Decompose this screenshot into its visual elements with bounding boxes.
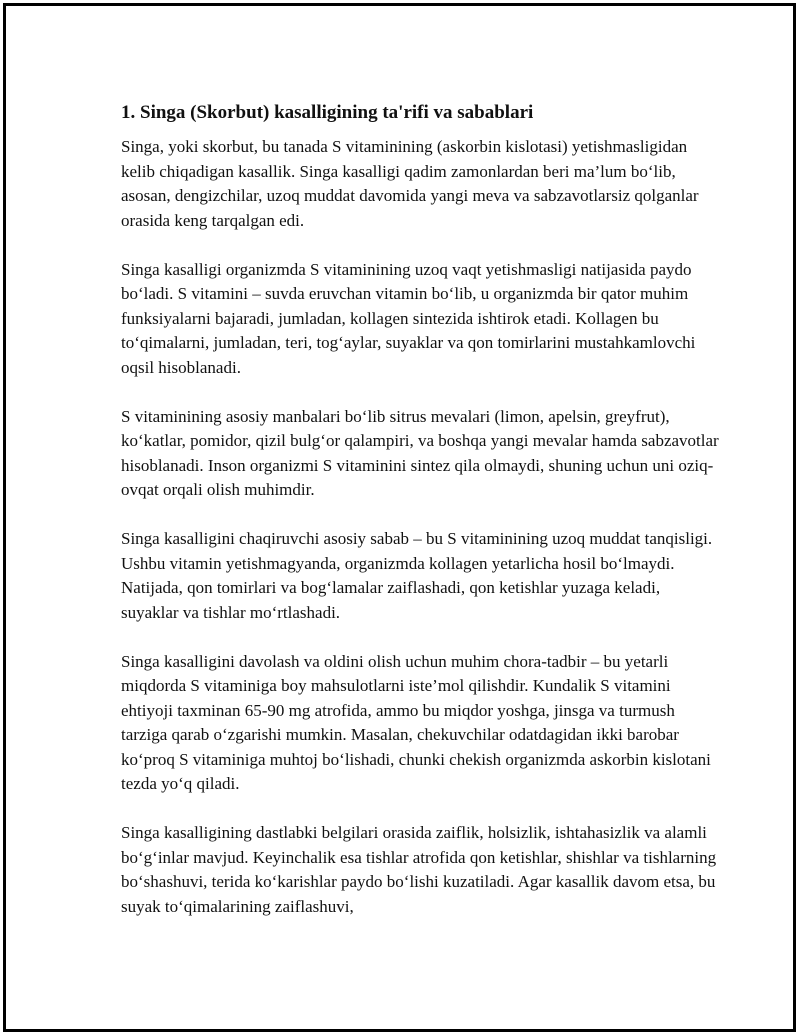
paragraph-6: Singa kasalligining dastlabki belgilari orasida zaiflik, holsizlik, ishtahasizlik va alamli bo‘g‘inlar mavjud. Keyinchalik esa tishlar atrofida qon ketishlar, shishlar va tishlarning bo‘shashuvi, terida ko‘karishlar paydo bo‘lishi kuzatiladi. Agar kasallik davom etsa, bu suyak to‘qimalarining zaiflashuvi, — [121, 823, 717, 916]
paragraph-5: Singa kasalligini davolash va oldini olish uchun muhim chora-tadbir – bu yetarli miqdorda S vitaminiga boy mahsulotlarni iste’mol qilishdir. Kundalik S vitamini ehtiyoji taxminan 65-90 mg atrofida, ammo bu miqdor yoshga, jinsga va turmush tarziga qarab o‘zgarishi mumkin. Masalan, chekuvchilar odatdagidan ikki barobar ko‘proq S vitaminiga muhtoj bo‘lishadi, chunki chekish organizmda askorbin kislotani tezda yo‘q qiladi. — [121, 651, 711, 793]
paragraph-2: Singa kasalligi organizmda S vitaminining uzoq vaqt yetishmasligi natijasida paydo bo‘ladi. S vitamini – suvda eruvchan vitamin bo‘lib, u organizmda bir qator muhim funksiyalarni bajaradi, jumladan, kollagen sintezida ishtirok etadi. Kollagen bu to‘qimalarni, jumladan, teri, tog‘aylar, suyaklar va qon tomirlarini mustahkamlovchi oqsil hisoblanadi. — [121, 259, 696, 377]
paragraph-1: Singa, yoki skorbut, bu tanada S vitaminining (askorbin kislotasi) yetishmasligidan kelib chiqadigan kasallik. Singa kasalligi qadim zamonlardan beri ma’lum bo‘lib, asosan, dengizchilar, uzoq muddat davomida yangi meva va sabzavotlarsiz qolganlar orasida keng tarqalgan edi. — [121, 137, 699, 230]
paragraph-4: Singa kasalligini chaqiruvchi asosiy sabab – bu S vitaminining uzoq muddat tanqisligi. Ushbu vitamin yetishmagyanda, organizmda kollagen yetarlicha hosil bo‘lmaydi. Natijada, qon tomirlari va bog‘lamalar zaiflashadi, qon ketishlar yuzaga keladi, suyaklar va tishlar mo‘rtlashadi. — [121, 529, 713, 622]
document-body — [121, 100, 721, 944]
paragraph-3: S vitaminining asosiy manbalari bo‘lib sitrus mevalari (limon, apelsin, greyfrut), ko‘katlar, pomidor, qizil bulg‘or qalampiri, va boshqa yangi mevalar hamda sabzavotlar hisoblanadi. Inson organizmi S vitaminini sintez qila olmaydi, shuning uchun uni oziq-ovqat orqali olish muhimdir. — [121, 406, 719, 499]
document-page — [3, 3, 796, 1032]
section-heading: 1. Singa (Skorbut) kasalligining ta'rifi va sabablari — [121, 102, 534, 123]
